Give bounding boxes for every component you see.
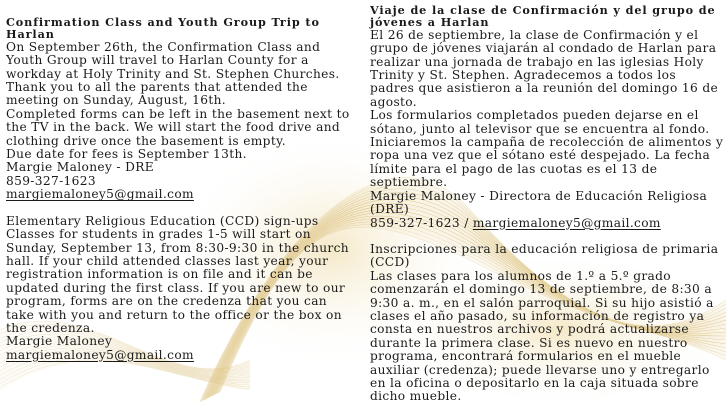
english-column (6, 4, 358, 362)
trip-title-en: Confirmation Class and Youth Group Trip to Harlan (6, 15, 320, 42)
trip-paragraph-es: El 26 de septiembre, la clase de Confirmación y el grupo de jóvenes viajarán al condado de Harlan para realizar una jornada de trabajo en las iglesias Holy Trinity y St. Stephen. Agradecemos a todos los padres que asistieron a la reunión del domingo 16 de agosto. (370, 27, 719, 109)
ccd-email-link-en[interactable]: margiemaloney5@gmail.com (6, 347, 194, 362)
ccd-title-es: Inscripciones para la educación religiosa de primaria (CCD) (370, 241, 719, 270)
trip-email-link-es[interactable]: margiemaloney5@gmail.com (472, 215, 661, 230)
ccd-contact-en: Margie Maloney (6, 334, 113, 349)
trip-forms-paragraph-en: Completed forms can be left in the basement next to the TV in the back. We will start the food drive and clothing drive once the basement is empty. (6, 106, 350, 148)
trip-phone-es: 859-327-1623 (370, 215, 460, 230)
phone-email-separator: / (459, 215, 473, 230)
spanish-column (370, 4, 724, 404)
trip-paragraph-en: On September 26th, the Confirmation Class and Youth Group will travel to Harlan County for a workday at Holy Trinity and St. Stephen Churches. Thank you to all the parents that attended the meeting on Sunday, August, 16th. (6, 39, 340, 108)
trip-fees-en: Due date for fees is September 13th. (6, 147, 247, 162)
ccd-paragraph-es: Las clases para los alumnos de 1.º a 5.º grado comenzarán el domingo 13 de septiembre, de 8:30 a 9:30 a. m., en el salón parroquial. Si su hijo asistió a clases el año pasado, su información de registro ya consta en nuestros archivos y podrá actualizarse durante la primera clase. Si es nuevo en nuestro programa, encontrará formularios en el mueble auxiliar (credenza); puede llevarse uno y entregarlo en la oficina o depositarlo en la caja situada sobre dicho mueble. (370, 268, 714, 404)
trip-forms-paragraph-es: Los formularios completados pueden dejarse en el sótano, junto al televisor que se encuentra al fondo. Iniciaremos la campaña de recolección de alimentos y ropa una vez que el sótano esté despejado. La fecha límite para el pago de las cuotas es el 13 de septiembre. (370, 108, 724, 190)
trip-phone-en: 859-327-1623 (6, 173, 96, 188)
trip-contact-en: Margie Maloney - DRE (6, 160, 154, 175)
ccd-title-en: Elementary Religious Education (CCD) sign-ups (6, 213, 319, 228)
trip-contact-es: Margie Maloney - Directora de Educación Religiosa (DRE) (370, 188, 708, 217)
ccd-paragraph-en: Classes for students in grades 1-5 will start on Sunday, September 13, from 8:30-9:30 in the church hall. If your child attended classes last year, your registration information is on file and it can be updated during the first class. If you are new to our program, forms are on the credenza that you can take with you and return to the office or the box on the credenza. (6, 227, 349, 335)
trip-email-link-en[interactable]: margiemaloney5@gmail.com (6, 187, 194, 202)
trip-title-es: Viaje de la clase de Confirmación y del grupo de jóvenes a Harlan (370, 3, 716, 30)
